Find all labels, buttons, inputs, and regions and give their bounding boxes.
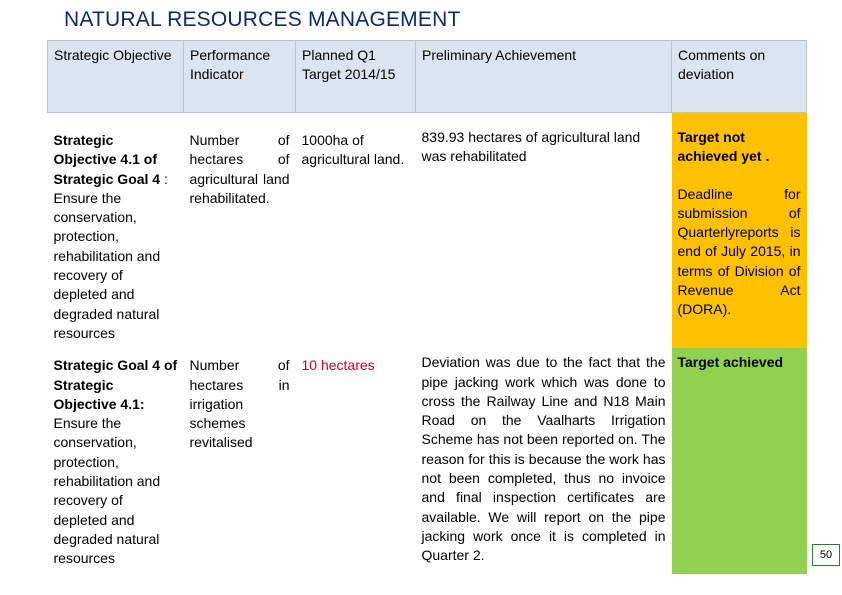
comments-cell [672, 113, 807, 349]
table-row [48, 348, 807, 573]
table-header-row [48, 41, 807, 113]
objective-text: : Ensure the conservation, protection, rehabilitation and recovery of depleted and degraded natural resources [53, 170, 168, 341]
page-number: 50 [812, 544, 840, 566]
objective-cell [48, 348, 184, 573]
header-comments: Comments on deviation [672, 41, 807, 113]
table-row [48, 113, 807, 349]
header-indicator: Performance Indicator [184, 41, 296, 113]
objective-heading: Strategic Objective 4.1 of Strategic Goal 4 [53, 132, 161, 187]
objective-heading: Strategic Goal 4 of Strategic Objective 4.1: [53, 357, 178, 412]
target-cell: 1000ha of agricultural land. [301, 132, 405, 168]
indicator-cell: Number of hectares of agricultural land rehabilitated. [189, 132, 290, 206]
objective-text: Ensure the conservation, protection, rehabilitation and recovery of depleted and degraded natural resources [53, 415, 161, 567]
objective-cell [48, 113, 184, 349]
page-title: NATURAL RESOURCES MANAGEMENT [64, 8, 461, 31]
achievement-cell: 839.93 hectares of agricultural land was rehabilitated [421, 129, 641, 165]
header-objective: Strategic Objective [48, 41, 184, 113]
header-achievement: Preliminary Achievement [416, 41, 672, 113]
comments-cell: Target achieved [672, 348, 807, 573]
status-label: Target not achieved yet . [677, 129, 770, 165]
objectives-table [47, 40, 807, 574]
header-target: Planned Q1 Target 2014/15 [296, 41, 416, 113]
indicator-cell: Number of hectares in irrigation schemes revitalised [189, 357, 290, 451]
target-cell: 10 hectares [301, 357, 375, 374]
deviation-detail: Deadline for submission of Quarterlyreports is end of July 2015, in terms of Division of Revenue Act (DORA). [677, 185, 801, 318]
achievement-cell: Deviation was due to the fact that the pipe jacking work which was done to cross the Railway Line and N18 Main Road on the Vaalharts Irrigation Scheme has not been reported on. The reason for this is because the work has not been completed, thus no invoice and final inspection certificates are available. We will report on the pipe jacking work once it is completed in Quarter 2. [421, 354, 666, 564]
